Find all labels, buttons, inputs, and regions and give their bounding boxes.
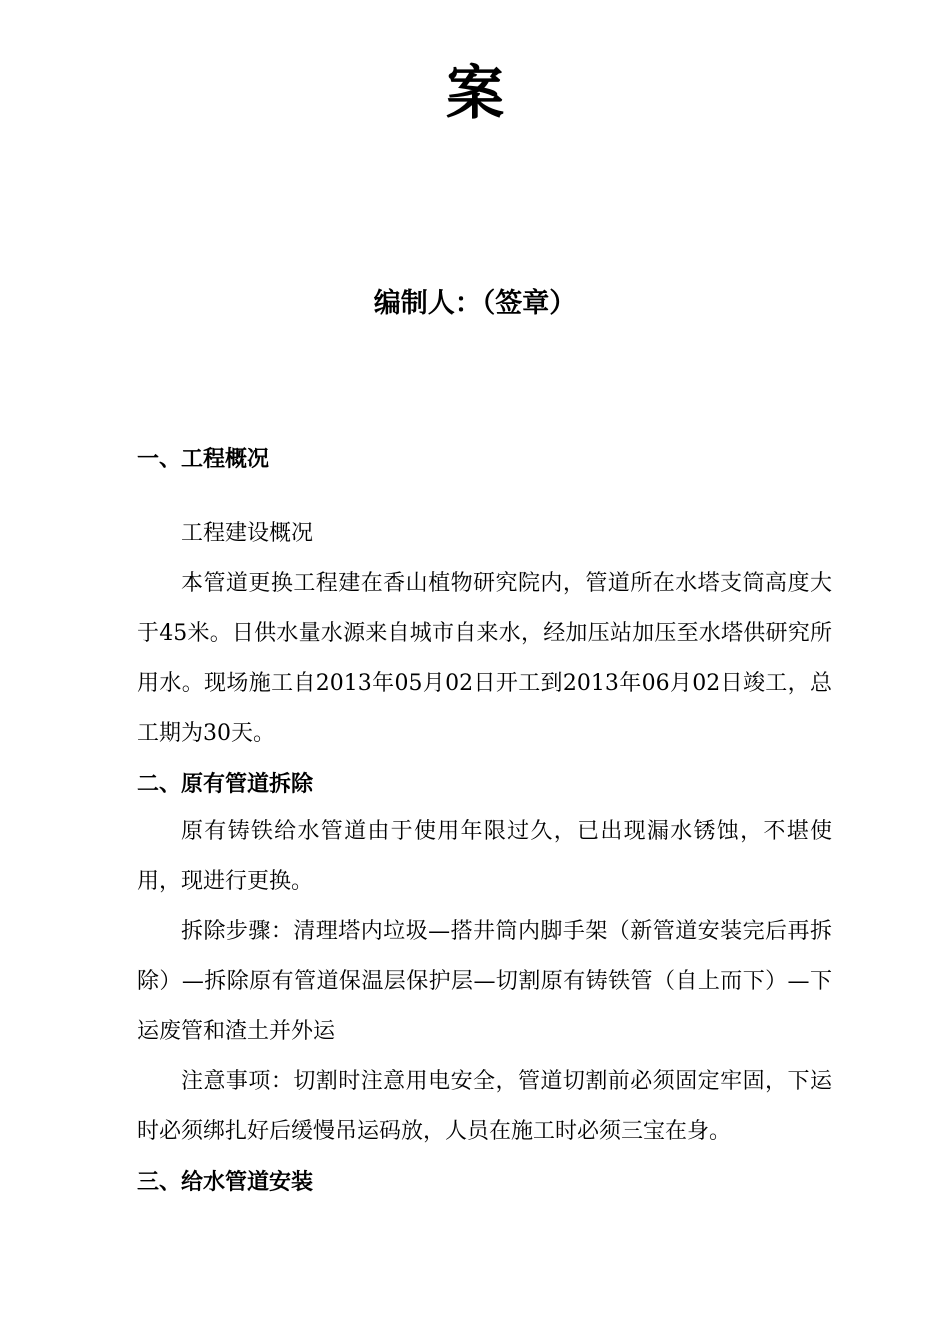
section-paragraph-overview: 本管道更换工程建在香山植物研究院内，管道所在水塔支筒高度大于45米。日供水量水源来自城市自来水，经加压站加压至水塔供研究所用水。现场施工自2013年05月02日开工到2013年06月02日竣工，总工期为30天。 [137, 571, 832, 746]
section-paragraph-notes: 注意事项：切割时注意用电安全，管道切割前必须固定牢固，下运时必须绑扎好后缓慢吊运码放，人员在施工时必须三宝在身。 [137, 1069, 832, 1144]
section-heading-1: 一、工程概况 [137, 447, 270, 472]
section-subheading: 工程建设概况 [181, 521, 314, 546]
section-heading-2: 二、原有管道拆除 [137, 772, 314, 797]
section-paragraph-steps: 拆除步骤：清理塔内垃圾—搭井筒内脚手架（新管道安装完后再拆除）—拆除原有管道保温层保护层—切割原有铸铁管（自上而下）—下运废管和渣土并外运 [137, 919, 832, 1044]
document-body [137, 440, 832, 1203]
signer-line: 编制人：（签章） [373, 288, 577, 319]
section-paragraph-reason: 原有铸铁给水管道由于使用年限过久，已出现漏水锈蚀，不堪使用，现进行更换。 [137, 819, 832, 894]
section-heading-3: 三、给水管道安装 [137, 1170, 314, 1195]
document-title: 案 [445, 59, 504, 127]
